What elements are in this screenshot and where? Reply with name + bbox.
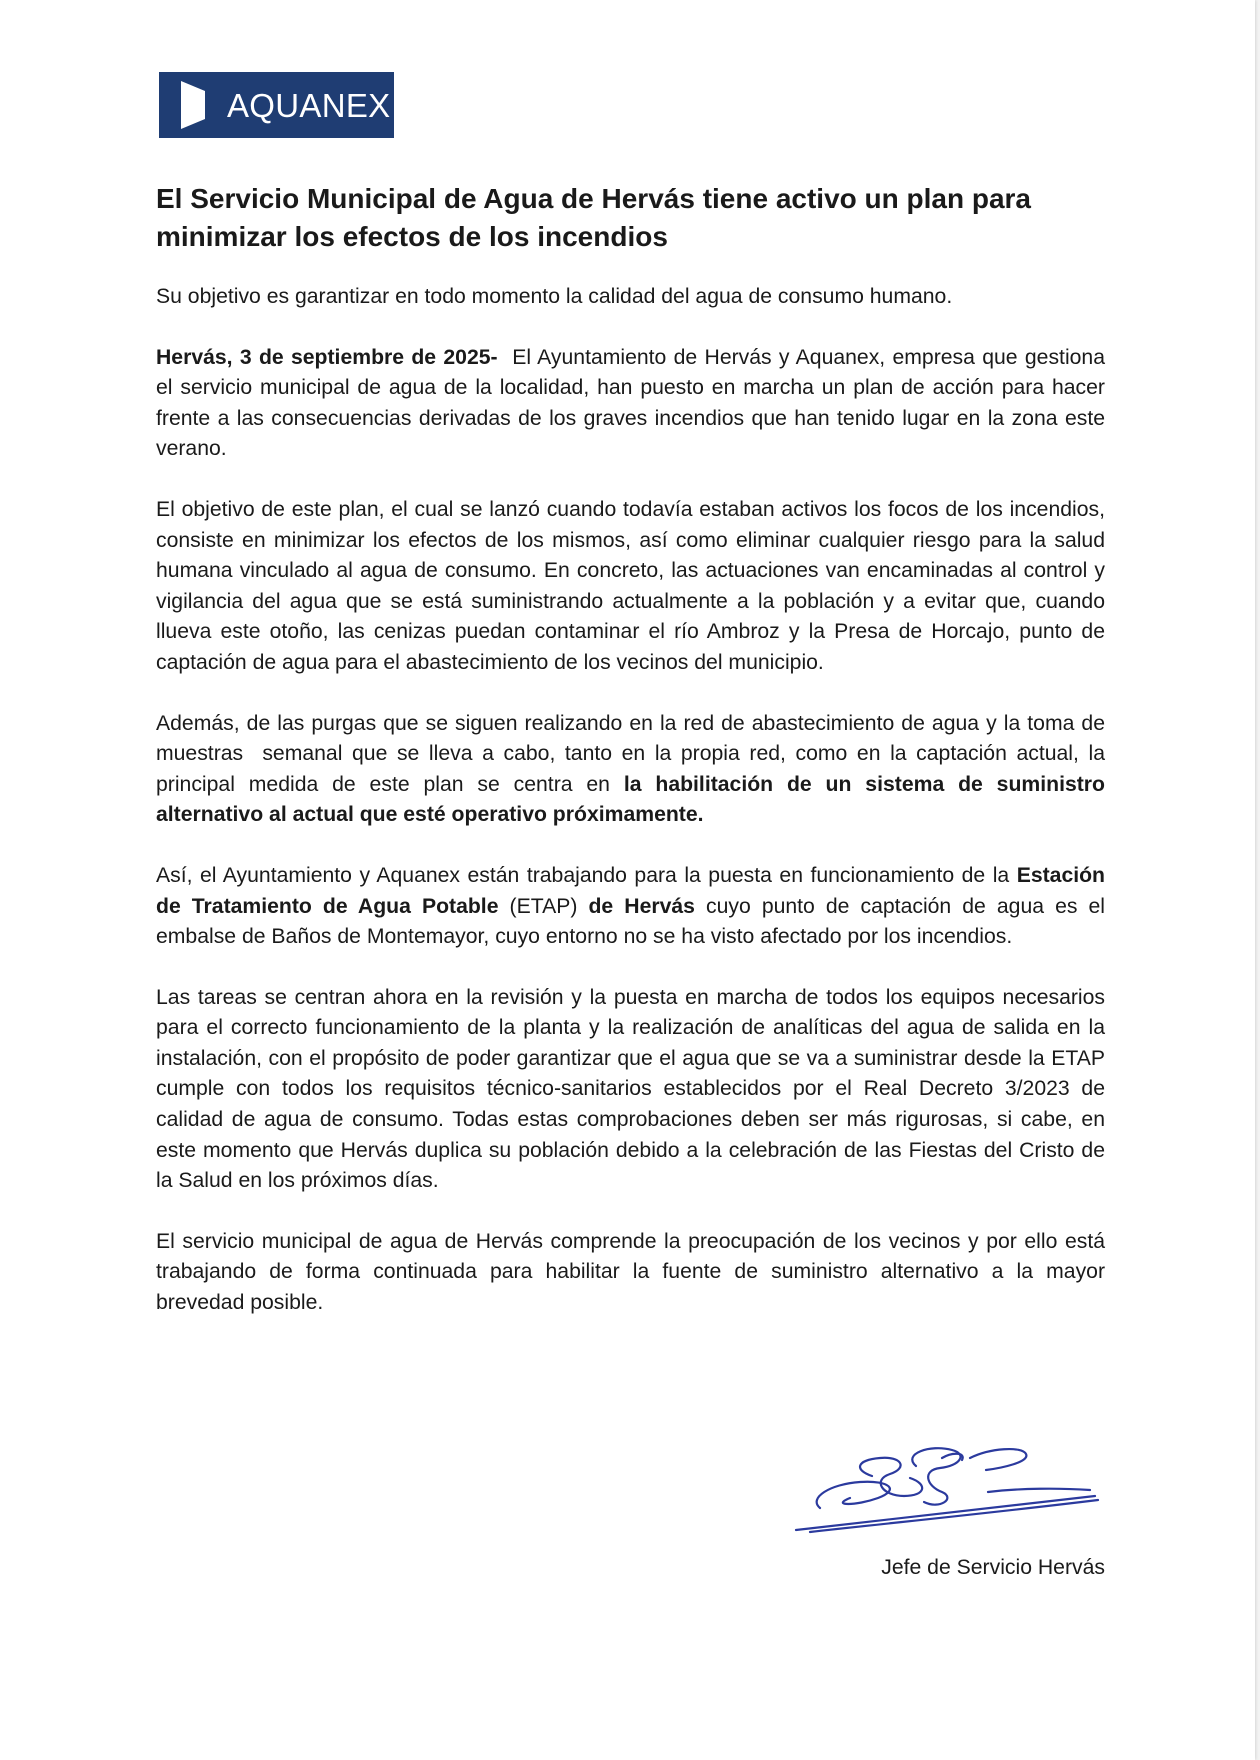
paragraph-1 bbox=[156, 343, 1111, 465]
paragraph-5: Las tareas se centran ahora en la revisión y la puesta en marcha de todos los equipos necesarios para el correcto funcionamiento de la planta y la realización de analíticas del agua de salida en la instalación, con el propósito de poder garantizar que el agua que se va a suministrar desde la ETAP cumple con todos los requisitos técnico-sanitarios establecidos por el Real Decreto 3/2023 de calidad de agua de consumo. Todas estas comprobaciones deben ser más rigurosas, si cabe, en este momento que Hervás duplica su población debido a la celebración de las Fiestas del Cristo de la Salud en los próximos días. bbox=[156, 985, 1105, 1193]
paragraph-4-bold-hervas: de Hervás bbox=[588, 894, 695, 918]
paragraph-3-bold: la habilitación de un sistema de suministro alternativo al actual que esté operativo próximamente. bbox=[156, 772, 1105, 827]
paragraph-4-rest: cuyo punto de captación de agua es el embalse de Baños de Montemayor, cuyo entorno no se ha visto afectado por los incendios. bbox=[156, 894, 1106, 949]
logo-text: AQUANEX bbox=[227, 86, 391, 124]
document-title: El Servicio Municipal de Agua de Hervás tiene activo un plan para minimizar los efectos de los incendios bbox=[156, 183, 1031, 252]
paragraph-4-bold-etap: Estación de Tratamiento de Agua Potable bbox=[156, 863, 1105, 918]
paragraph-1-text: El Ayuntamiento de Hervás y Aquanex, empresa que gestiona el servicio municipal de agua de la localidad, han puesto en marcha un plan de acción para hacer frente a las consecuencias derivadas de los graves incendios que han tenido lugar en la zona este verano. bbox=[156, 345, 1111, 461]
handwritten-signature bbox=[790, 1440, 1110, 1540]
aquanex-logo bbox=[159, 72, 394, 138]
paragraph-4 bbox=[156, 861, 1105, 953]
dateline: Hervás, 3 de septiembre de 2025- bbox=[156, 345, 498, 369]
aquanex-logo-mark-icon bbox=[181, 81, 205, 129]
paragraph-4-intro: Así, el Ayuntamiento y Aquanex están trabajando para la puesta en funcionamiento de la bbox=[156, 863, 1017, 887]
paragraph-3 bbox=[156, 709, 1111, 831]
document-subtitle: Su objetivo es garantizar en todo momento la calidad del agua de consumo humano. bbox=[156, 285, 953, 308]
paragraph-4-mid: (ETAP) bbox=[498, 894, 589, 918]
press-release-body bbox=[156, 180, 1111, 1319]
paragraph-6: El servicio municipal de agua de Hervás comprende la preocupación de los vecinos y por ello está trabajando de forma continuada para habilitar la fuente de suministro alternativo a la mayor brevedad posible. bbox=[156, 1229, 1105, 1315]
paragraph-3-text: Además, de las purgas que se siguen realizando en la red de abastecimiento de agua y la toma de muestras semanal que se lleva a cabo, tanto en la propia red, como en la captación actual, la principal medida de este plan se centra en bbox=[156, 711, 1111, 796]
signer-title: Jefe de Servicio Hervás bbox=[881, 1556, 1105, 1579]
paragraph-2: El objetivo de este plan, el cual se lanzó cuando todavía estaban activos los focos de los incendios, consiste en minimizar los efectos de los mismos, así como eliminar cualquier riesgo para la salud humana vinculado al agua de consumo. En concreto, las actuaciones van encaminadas al control y vigilancia del agua que se está suministrando actualmente a la población y a evitar que, cuando llueva este otoño, las cenizas puedan contaminar el río Ambroz y la Presa de Horcajo, punto de captación de agua para el abastecimiento de los vecinos del municipio. bbox=[156, 497, 1105, 674]
